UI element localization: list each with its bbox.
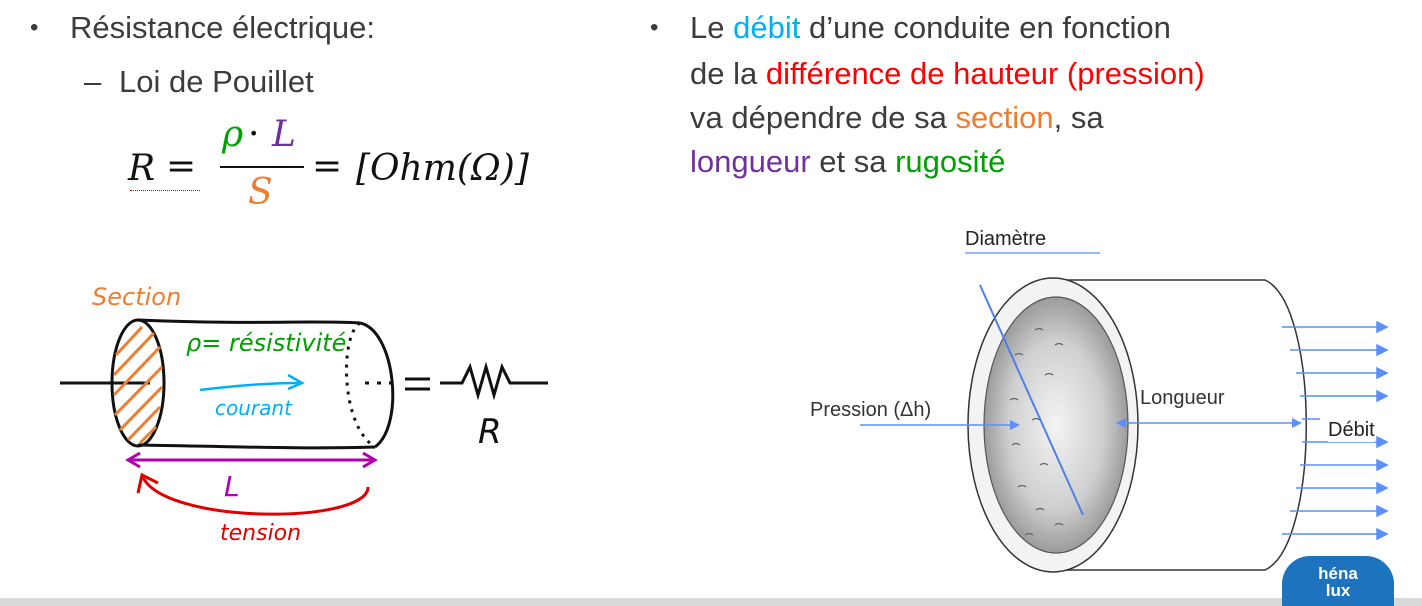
word-difference: différence de hauteur (pression) <box>765 56 1205 91</box>
formula-lhs: R <box>128 148 156 189</box>
sketch-R-label: R <box>478 412 502 452</box>
tension-arc <box>142 475 368 514</box>
right-end-dotted <box>346 323 375 447</box>
label-debit: Débit <box>1328 419 1375 441</box>
right-line-2 <box>690 56 1205 92</box>
text: et sa <box>810 144 896 179</box>
sketch-L-label: L <box>224 470 240 503</box>
sketch-section-label: Section <box>92 283 182 311</box>
text: d’une conduite en fonction <box>800 10 1171 45</box>
text: Le <box>690 10 734 45</box>
logo-line-2: lux <box>1325 581 1351 600</box>
text: , sa <box>1053 100 1104 135</box>
cylinder-top <box>138 320 360 323</box>
right-line-3 <box>690 100 1104 136</box>
sub-dash: – <box>84 64 102 99</box>
resistor-symbol <box>440 367 548 395</box>
section-hatch <box>114 327 162 443</box>
logo-line-1: héna <box>1318 564 1358 583</box>
bottom-bar <box>0 598 1422 606</box>
word-longueur: longueur <box>690 144 811 179</box>
formula-L: L <box>272 114 296 155</box>
label-diametre: Diamètre <box>965 228 1047 250</box>
formula-unit: [Ohm(Ω)] <box>356 148 529 189</box>
word-rugosite: rugosité <box>895 144 1006 179</box>
right-end-solid <box>360 323 393 447</box>
sub-title: Loi de Pouillet <box>119 64 314 99</box>
formula-eq: = <box>166 146 197 187</box>
sketch-tension-label: tension <box>220 521 302 546</box>
bullet-dot: • <box>30 14 39 41</box>
formula-S: S <box>248 172 273 213</box>
right-line-1 <box>690 10 1171 46</box>
cylinder-bottom <box>138 445 375 448</box>
text: va dépendre de sa <box>690 100 956 135</box>
left-title: Résistance électrique: <box>70 10 375 45</box>
text: de la <box>690 56 766 91</box>
henallux-logo <box>1282 556 1394 606</box>
formula-dot: · <box>248 114 260 155</box>
label-pression: Pression (Δh) <box>810 399 932 421</box>
spell-underline <box>130 188 200 191</box>
word-debit: débit <box>733 10 801 45</box>
formula-rho: ρ <box>222 114 244 155</box>
word-section: section <box>955 100 1054 135</box>
sketch-courant-label: courant <box>215 396 292 420</box>
right-bullet-dot: • <box>650 14 659 41</box>
right-line-4 <box>690 144 1005 180</box>
fraction-bar <box>220 166 304 168</box>
sketch-rho-label: ρ= résistivité <box>186 329 347 357</box>
label-longueur: Longueur <box>1140 387 1225 409</box>
formula-eq2: = <box>312 146 343 187</box>
